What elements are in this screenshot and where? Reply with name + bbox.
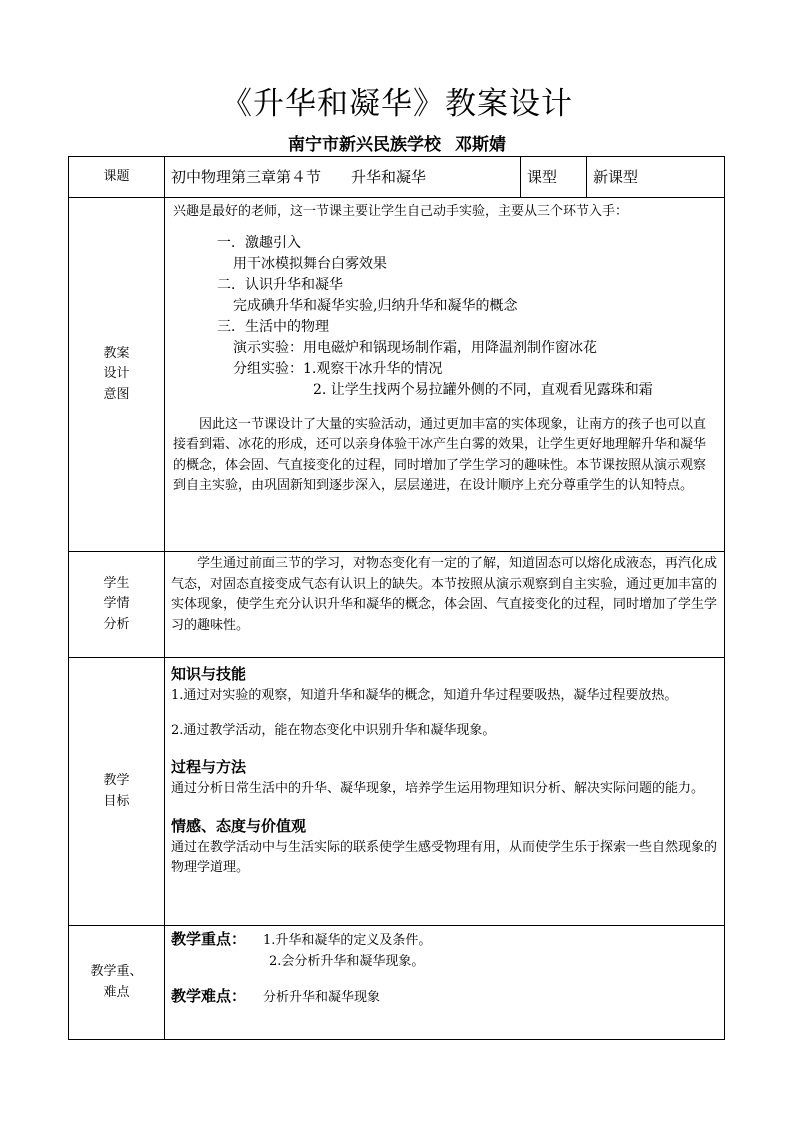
- intent-content: [165, 198, 725, 552]
- outline-item: 用干冰模拟舞台白雾效果: [233, 255, 387, 272]
- key-point-item: 1.升华和凝华的定义及条件。: [263, 933, 432, 948]
- difficulty-text: 分析升华和凝华现象: [263, 990, 381, 1005]
- intent-outline: [217, 233, 716, 401]
- header-row: [69, 157, 725, 198]
- goals-label: 教学 目标: [69, 658, 165, 926]
- goal-line: 通过在教学活动中与生活实际的联系使学生感受物理有用，从而使学生乐于探索一些自然现象的物理学道理。: [171, 839, 718, 875]
- goal-line: 通过分析日常生活中的升华、凝华现象，培养学生运用物理知识分析、解决实际问题的能力。: [171, 781, 705, 796]
- outline-item: 完成碘升华和凝华实验,归纳升华和凝华的概念: [233, 297, 518, 314]
- outline-item: 三．生活中的物理: [217, 318, 329, 335]
- goal-heading-process: 过程与方法: [171, 758, 247, 776]
- outline-item: 2. 让学生找两个易拉罐外侧的不同，直观看见露珠和霜: [313, 381, 653, 398]
- intent-intro: 兴趣是最好的老师，这一节课主要让学生自己动手实验，主要从三个环节入手：: [173, 204, 629, 219]
- topic-value: 初中物理第三章第４节 升华和凝华: [165, 157, 521, 198]
- goals-row: [69, 658, 725, 926]
- difficulty-label: 教学难点：: [171, 987, 247, 1005]
- type-label: 课型: [521, 157, 587, 198]
- intent-label: 教案 设计 意图: [69, 198, 165, 552]
- page-title: 《升华和凝华》教案设计: [221, 86, 573, 122]
- author-name: 邓斯婧: [455, 135, 506, 155]
- student-analysis: 学生通过前面三节的学习，对物态变化有一定的了解，知道固态可以熔化成液态，再汽化成气态，对固态直接变成气态有认识上的缺失。本节按照从演示观察到自主实验，通过更加丰富的实体现象，使学生充分认识升华和凝华的概念，体会固、气直接变化的过程，同时增加了学生学习的趣味性。: [165, 552, 725, 658]
- student-label: 学生 学情 分析: [69, 552, 165, 658]
- outline-item: 演示实验：用电磁炉和锅现场制作霜，用降温剂制作窗冰花: [233, 339, 597, 356]
- student-row: [69, 552, 725, 658]
- goal-heading-attitude: 情感、态度与价值观: [171, 816, 307, 835]
- keypoints-row: [69, 926, 725, 1040]
- key-point-item: 2.会分析升华和凝华现象。: [269, 953, 425, 969]
- goal-line: 1.通过对实验的观察，知道升华和凝华的概念，知道升华过程要吸热，凝华过程要放热。: [171, 688, 678, 703]
- author-line: [0, 130, 794, 155]
- key-points-label: 教学重点：: [171, 930, 247, 948]
- lesson-plan-table: [68, 156, 725, 1040]
- type-value: 新课型: [587, 157, 725, 198]
- goal-heading-knowledge: 知识与技能: [171, 665, 247, 683]
- keypoints-content: [165, 926, 725, 1040]
- outline-item: 一．激趣引入: [217, 234, 301, 251]
- intent-conclusion: 因此这一节课设计了大量的实验活动，通过更加丰富的实体现象，让南方的孩子也可以直接看到霜、冰花的形成，还可以亲身体验干冰产生白雾的效果，让学生更好地理解升华和凝华的概念，体会固、气直接变化的过程，同时增加了学生学习的趣味性。本节课按照从演示观察到自主实验，由巩固新知到逐步深入，层层递进，在设计顺序上充分尊重学生的认知特点。: [173, 416, 707, 493]
- goals-content: [165, 658, 725, 926]
- goal-line: 2.通过教学活动，能在物态变化中识别升华和凝华现象。: [171, 722, 496, 738]
- intent-row: [69, 198, 725, 552]
- outline-item: 分组实验：1.观察干冰升华的情况: [233, 360, 443, 377]
- school-name: 南宁市新兴民族学校: [288, 135, 441, 155]
- topic-label: 课题: [69, 157, 165, 198]
- keypoints-label: 教学重、 难点: [69, 926, 165, 1040]
- outline-item: 二．认识升华和凝华: [217, 276, 343, 293]
